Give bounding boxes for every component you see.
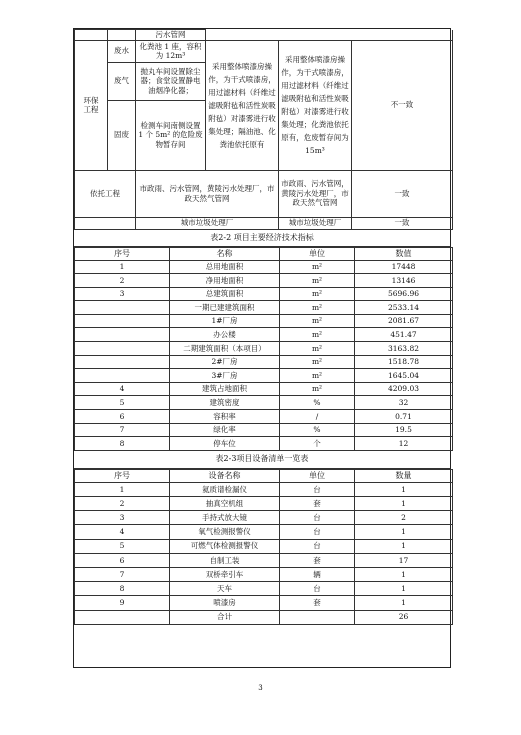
table-cell: 3 <box>75 287 170 301</box>
table-cell: 4209.03 <box>355 382 453 396</box>
table-cell: 6 <box>75 410 170 424</box>
table-cell <box>75 369 170 383</box>
table-cell: 19.5 <box>355 423 453 437</box>
table-cell: 可燃气体检测报警仪 <box>170 539 280 553</box>
table-cell <box>75 342 170 356</box>
table-cell <box>280 610 355 624</box>
table-row <box>75 482 453 496</box>
table-cell <box>75 610 170 624</box>
table-header: 序号 <box>75 469 170 482</box>
table-row <box>75 539 453 553</box>
table-cell: 2 <box>355 511 453 525</box>
table-cell: 套 <box>280 553 355 567</box>
table-cell: 1 <box>355 497 453 511</box>
garbage-a: 城市垃圾处理厂 <box>136 217 279 229</box>
table-cell: 2 <box>75 497 170 511</box>
table-header: 设备名称 <box>170 469 280 482</box>
support-label: 依托工程 <box>75 170 136 217</box>
exhaust-desc: 抛丸车间设置除尘器；食堂设置静电油烟净化器； <box>136 62 206 100</box>
table-row <box>75 396 453 410</box>
table-cell: 9 <box>75 596 170 610</box>
table-cell: 套 <box>280 596 355 610</box>
table-cell: 绿化率 <box>170 423 280 437</box>
table-cell: m² <box>280 342 355 356</box>
table-cell: 1 <box>355 567 453 581</box>
table-cell: 台 <box>280 525 355 539</box>
env-consistency: 不一致 <box>352 40 453 170</box>
table-cell: 台 <box>280 511 355 525</box>
table-cell: 2#厂房 <box>170 355 280 369</box>
table-cell: 一期已建建筑面积 <box>170 301 280 315</box>
env-blank <box>75 30 108 41</box>
table-2-3 <box>74 469 453 625</box>
table-cell: 台 <box>280 482 355 496</box>
table-cell: 17448 <box>355 260 453 274</box>
table-cell: 2533.14 <box>355 301 453 315</box>
table-row <box>75 437 453 451</box>
table-row <box>75 497 453 511</box>
table-cell: 1 <box>355 582 453 596</box>
garbage-b: 城市垃圾处理厂 <box>279 217 352 229</box>
table-header: 单位 <box>280 469 355 482</box>
table-cell: 1 <box>75 482 170 496</box>
table-row <box>75 582 453 596</box>
table-cell: m² <box>280 314 355 328</box>
table-cell: 个 <box>280 437 355 451</box>
table-cell: 建筑密度 <box>170 396 280 410</box>
table-cell: 1 <box>355 525 453 539</box>
table-row <box>75 410 453 424</box>
table-row <box>75 342 453 356</box>
table-cell: 0.71 <box>355 410 453 424</box>
table-row <box>75 553 453 567</box>
env-blank <box>206 30 453 41</box>
table-cell: m² <box>280 287 355 301</box>
table-cell: 3#厂房 <box>170 369 280 383</box>
table-cell: 天车 <box>170 582 280 596</box>
table-cell: 净用地面积 <box>170 274 280 288</box>
table-row <box>75 610 453 624</box>
table-cell: 停车位 <box>170 437 280 451</box>
table-cell: 451.47 <box>355 328 453 342</box>
table-cell: 1#厂房 <box>170 314 280 328</box>
table-2-2-caption: 表2-2 项目主要经济技术指标 <box>74 230 450 247</box>
wastewater-desc: 化粪池 1 座，容积为 12m³ <box>136 40 206 62</box>
sewer-cell: 污水管网 <box>136 30 206 41</box>
table-cell: 自制工装 <box>170 553 280 567</box>
table-cell: 辆 <box>280 567 355 581</box>
table-cell: 5 <box>75 539 170 553</box>
table-cell: 抽真空机组 <box>170 497 280 511</box>
table-cell: 1 <box>355 482 453 496</box>
table-cell: 13146 <box>355 274 453 288</box>
table-cell: 1 <box>355 539 453 553</box>
table-cell: m² <box>280 260 355 274</box>
exhaust-label: 废气 <box>108 62 136 100</box>
env-measure-a: 采用整体喷漆房操作，为干式喷漆房，用过滤材料（纤维过滤吸附毡和活性炭吸附毡）对漆雾进行收集处理；隔油池、化粪池依托原有 <box>206 40 279 170</box>
table-cell: % <box>280 423 355 437</box>
table-cell: 总用地面积 <box>170 260 280 274</box>
table-cell: 2081.67 <box>355 314 453 328</box>
table-cell: 5696.96 <box>355 287 453 301</box>
table-cell: 8 <box>75 582 170 596</box>
table-cell: 氦质谱检漏仪 <box>170 482 280 496</box>
table-row <box>75 423 453 437</box>
support-b: 市政雨、污水管网，黄陵污水处理厂，市政天然气管网 <box>279 170 352 217</box>
table-cell: 3 <box>75 511 170 525</box>
garbage-consistency: 一致 <box>352 217 453 229</box>
table-cell: 3163.82 <box>355 342 453 356</box>
table-cell: 1518.78 <box>355 355 453 369</box>
table-cell: % <box>280 396 355 410</box>
table-cell: 1645.04 <box>355 369 453 383</box>
table-cell: 7 <box>75 567 170 581</box>
table-cell: / <box>280 410 355 424</box>
env-blank <box>108 30 136 41</box>
document-frame <box>73 28 451 668</box>
table-cell: 氧气检测报警仪 <box>170 525 280 539</box>
table-cell: 二期建筑面积（本项目） <box>170 342 280 356</box>
table-header: 名称 <box>170 247 280 260</box>
page-number: 3 <box>258 684 263 692</box>
table-row <box>75 525 453 539</box>
table-row <box>75 369 453 383</box>
table-cell <box>75 314 170 328</box>
table-cell: 4 <box>75 382 170 396</box>
table-cell: m² <box>280 355 355 369</box>
env-group-label: 环保 工程 <box>75 40 108 170</box>
table-cell: 6 <box>75 553 170 567</box>
table-cell: 建筑占地面积 <box>170 382 280 396</box>
table-cell <box>75 355 170 369</box>
table-row <box>75 382 453 396</box>
table-cell: m² <box>280 274 355 288</box>
table-row <box>75 567 453 581</box>
solid-waste-desc: 检测车间南侧设置 1 个 5m² 的危险废物暂存间 <box>136 100 206 170</box>
table-row <box>75 301 453 315</box>
table-cell: 4 <box>75 525 170 539</box>
table-cell <box>75 301 170 315</box>
table-cell <box>75 328 170 342</box>
table-cell: 8 <box>75 437 170 451</box>
table-cell: 1 <box>75 260 170 274</box>
table-cell: m² <box>280 328 355 342</box>
table-cell: 7 <box>75 423 170 437</box>
table-header: 单位 <box>280 247 355 260</box>
table-cell: 1 <box>355 596 453 610</box>
table-cell: 12 <box>355 437 453 451</box>
solid-waste-label: 固废 <box>108 100 136 170</box>
table-header: 序号 <box>75 247 170 260</box>
table-header: 数量 <box>355 469 453 482</box>
env-measure-b: 采用整体喷漆房操作，为干式喷漆房，用过滤材料（纤维过滤吸附毡和活性炭吸附毡）对漆雾进行收集处理；化粪池依托原有，危废暂存间为 15m³ <box>279 40 352 170</box>
table-row <box>75 260 453 274</box>
table-cell: 32 <box>355 396 453 410</box>
table-cell: 双桥牵引车 <box>170 567 280 581</box>
table-cell: m² <box>280 382 355 396</box>
table-cell: 2 <box>75 274 170 288</box>
table-row <box>75 287 453 301</box>
table-cell: m² <box>280 369 355 383</box>
table-cell: 5 <box>75 396 170 410</box>
table-row <box>75 355 453 369</box>
table-cell: 台 <box>280 539 355 553</box>
table-cell: 喷漆房 <box>170 596 280 610</box>
table-cell: 合计 <box>170 610 280 624</box>
table-row <box>75 328 453 342</box>
table-cell: 总建筑面积 <box>170 287 280 301</box>
table-cell: 套 <box>280 497 355 511</box>
table-row <box>75 314 453 328</box>
table-row <box>75 596 453 610</box>
table-row <box>75 274 453 288</box>
support-consistency: 一致 <box>352 170 453 217</box>
wastewater-label: 废水 <box>108 40 136 62</box>
env-blank <box>75 217 136 229</box>
table-cell: m² <box>280 301 355 315</box>
table-cell: 容积率 <box>170 410 280 424</box>
table-cell: 手持式放大镜 <box>170 511 280 525</box>
table-2-2 <box>74 247 453 451</box>
table-row <box>75 511 453 525</box>
table-cell: 26 <box>355 610 453 624</box>
env-protection-table <box>74 29 453 230</box>
table-header: 数值 <box>355 247 453 260</box>
support-a: 市政雨、污水管网，黄陵污水处理厂，市政天然气管网 <box>136 170 279 217</box>
table-2-3-caption: 表2-3项目设备清单一览表 <box>74 451 450 469</box>
table-cell: 台 <box>280 582 355 596</box>
table-cell: 办公楼 <box>170 328 280 342</box>
table-cell: 17 <box>355 553 453 567</box>
